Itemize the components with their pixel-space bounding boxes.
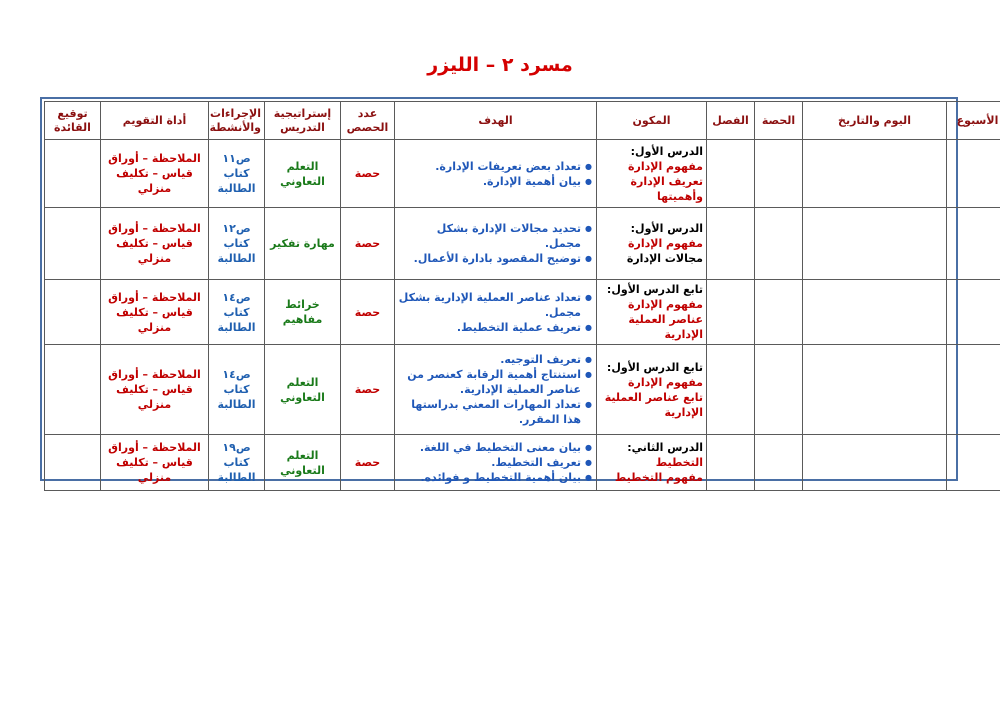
component-topic: مفهوم الإدارة (628, 298, 703, 311)
header-week: الأسبوع (947, 102, 1000, 140)
goal-item: ● تعداد المهارات المعني بدراستها هذا المقرر. (398, 397, 581, 427)
table-row (45, 140, 1000, 208)
goal-cell (395, 208, 597, 280)
goal-list (398, 440, 593, 485)
procedures-cell: ص١٤ كتاب الطالبة (209, 280, 265, 345)
assessment-cell: الملاحظة – أوراق قياس – تكليف منزلي (101, 140, 209, 208)
leader-signature-cell (45, 435, 101, 491)
period-cell (755, 208, 803, 280)
component-lesson-label: الدرس الأول: (630, 144, 703, 158)
week-cell (947, 345, 1000, 435)
goal-list (398, 290, 593, 335)
goal-item: ● تعداد بعض تعريفات الإدارة. (398, 159, 581, 174)
assessment-cell: الملاحظة – أوراق قياس – تكليف منزلي (101, 345, 209, 435)
goal-item: ● بيان أهمية التخطيط و فوائده. (398, 470, 581, 485)
day-date-cell (803, 208, 947, 280)
day-date-cell (803, 345, 947, 435)
class-cell (707, 280, 755, 345)
component-topic: مفهوم الإدارة (628, 237, 703, 250)
strategy-cell: التعلم التعاوني (265, 435, 341, 491)
goal-item: ● تعريف التخطيط. (398, 455, 581, 470)
header-period: الحصة (755, 102, 803, 140)
goal-list (398, 221, 593, 266)
goal-item: ● استنتاج أهمية الرقابة كعنصر من عناصر العملية الإدارية. (398, 367, 581, 397)
week-cell (947, 435, 1000, 491)
component-topic: التخطيط (655, 456, 703, 469)
procedures-cell: ص١٩ كتاب الطالبة (209, 435, 265, 491)
period-cell (755, 435, 803, 491)
goal-item: ● تعداد عناصر العملية الإدارية بشكل مجمل. (398, 290, 581, 320)
table-row (45, 208, 1000, 280)
period-cell (755, 280, 803, 345)
class-cell (707, 208, 755, 280)
week-cell (947, 280, 1000, 345)
component-topic: تابع عناصر العملية الإدارية (604, 390, 703, 419)
header-num-periods: عدد الحصص (341, 102, 395, 140)
goal-list (398, 352, 593, 427)
header-component: المكون (597, 102, 707, 140)
procedures-cell: ص١٤ كتاب الطالبة (209, 345, 265, 435)
assessment-cell: الملاحظة – أوراق قياس – تكليف منزلي (101, 280, 209, 345)
header-row (45, 102, 1000, 140)
component-cell (597, 280, 707, 345)
goal-cell (395, 435, 597, 491)
goal-cell (395, 280, 597, 345)
component-topic: مفهوم الإدارة (628, 159, 703, 173)
header-leader-signature: توقيع القائدة (45, 102, 101, 140)
component-lesson-label: تابع الدرس الأول: (606, 283, 703, 296)
class-cell (707, 435, 755, 491)
num-periods-cell: حصة (341, 280, 395, 345)
strategy-cell: خرائط مفاهيم (265, 280, 341, 345)
header-day-date: اليوم والتاريخ (803, 102, 947, 140)
header-assessment: أداة التقويم (101, 102, 209, 140)
goal-item: ● تعريف عملية التخطيط. (398, 320, 581, 335)
lesson-plan-frame (40, 97, 999, 484)
goal-item: ● تحديد مجالات الإدارة بشكل مجمل. (398, 221, 581, 251)
day-date-cell (803, 140, 947, 208)
goal-item: ● تعريف التوجيه. (398, 352, 581, 367)
num-periods-cell: حصة (341, 208, 395, 280)
goal-list (398, 159, 593, 189)
component-subtopic: مجالات الإدارة (626, 252, 703, 265)
component-lesson-label: الدرس الأول: (630, 222, 703, 235)
header-goal: الهدف (395, 102, 597, 140)
header-procedures: الإجراءات والأنشطة (209, 102, 265, 140)
component-topic: مفهوم الإدارة (628, 375, 703, 389)
component-cell (597, 140, 707, 208)
component-cell (597, 435, 707, 491)
strategy-cell: التعلم التعاوني (265, 345, 341, 435)
component-cell (597, 208, 707, 280)
goal-cell (395, 345, 597, 435)
period-cell (755, 345, 803, 435)
table-row (45, 435, 1000, 491)
day-date-cell (803, 280, 947, 345)
header-strategy: إستراتيجية التدريس (265, 102, 341, 140)
procedures-cell: ص١١ كتاب الطالبة (209, 140, 265, 208)
strategy-cell: التعلم التعاوني (265, 140, 341, 208)
component-lesson-label: تابع الدرس الأول: (606, 360, 703, 374)
component-topic: تعريف الإدارة وأهميتها (630, 174, 703, 203)
leader-signature-cell (45, 208, 101, 280)
goal-item: ● بيان أهمية الإدارة. (398, 174, 581, 189)
num-periods-cell: حصة (341, 435, 395, 491)
class-cell (707, 345, 755, 435)
leader-signature-cell (45, 280, 101, 345)
leader-signature-cell (45, 140, 101, 208)
page-title: مسرد ٢ – الليزر (427, 54, 573, 76)
component-lesson-label: الدرس الثاني: (627, 441, 703, 454)
leader-signature-cell (45, 345, 101, 435)
goal-cell (395, 140, 597, 208)
day-date-cell (803, 435, 947, 491)
week-cell (947, 140, 1000, 208)
strategy-cell: مهارة تفكير (265, 208, 341, 280)
goal-item: ● بيان معنى التخطيط في اللغة. (398, 440, 581, 455)
class-cell (707, 140, 755, 208)
table-row (45, 280, 1000, 345)
assessment-cell: الملاحظة – أوراق قياس – تكليف منزلي (101, 208, 209, 280)
assessment-cell: الملاحظة – أوراق قياس – تكليف منزلي (101, 435, 209, 491)
component-topic: عناصر العملية الإدارية (628, 313, 703, 341)
week-cell (947, 208, 1000, 280)
num-periods-cell: حصة (341, 140, 395, 208)
lesson-plan-table (44, 101, 1000, 491)
goal-item: ● توضيح المقصود بادارة الأعمال. (398, 251, 581, 266)
procedures-cell: ص١٢ كتاب الطالبة (209, 208, 265, 280)
header-class: الفصل (707, 102, 755, 140)
component-topic: مفهوم التخطيط (614, 471, 703, 484)
period-cell (755, 140, 803, 208)
table-row (45, 345, 1000, 435)
component-cell (597, 345, 707, 435)
num-periods-cell: حصة (341, 345, 395, 435)
